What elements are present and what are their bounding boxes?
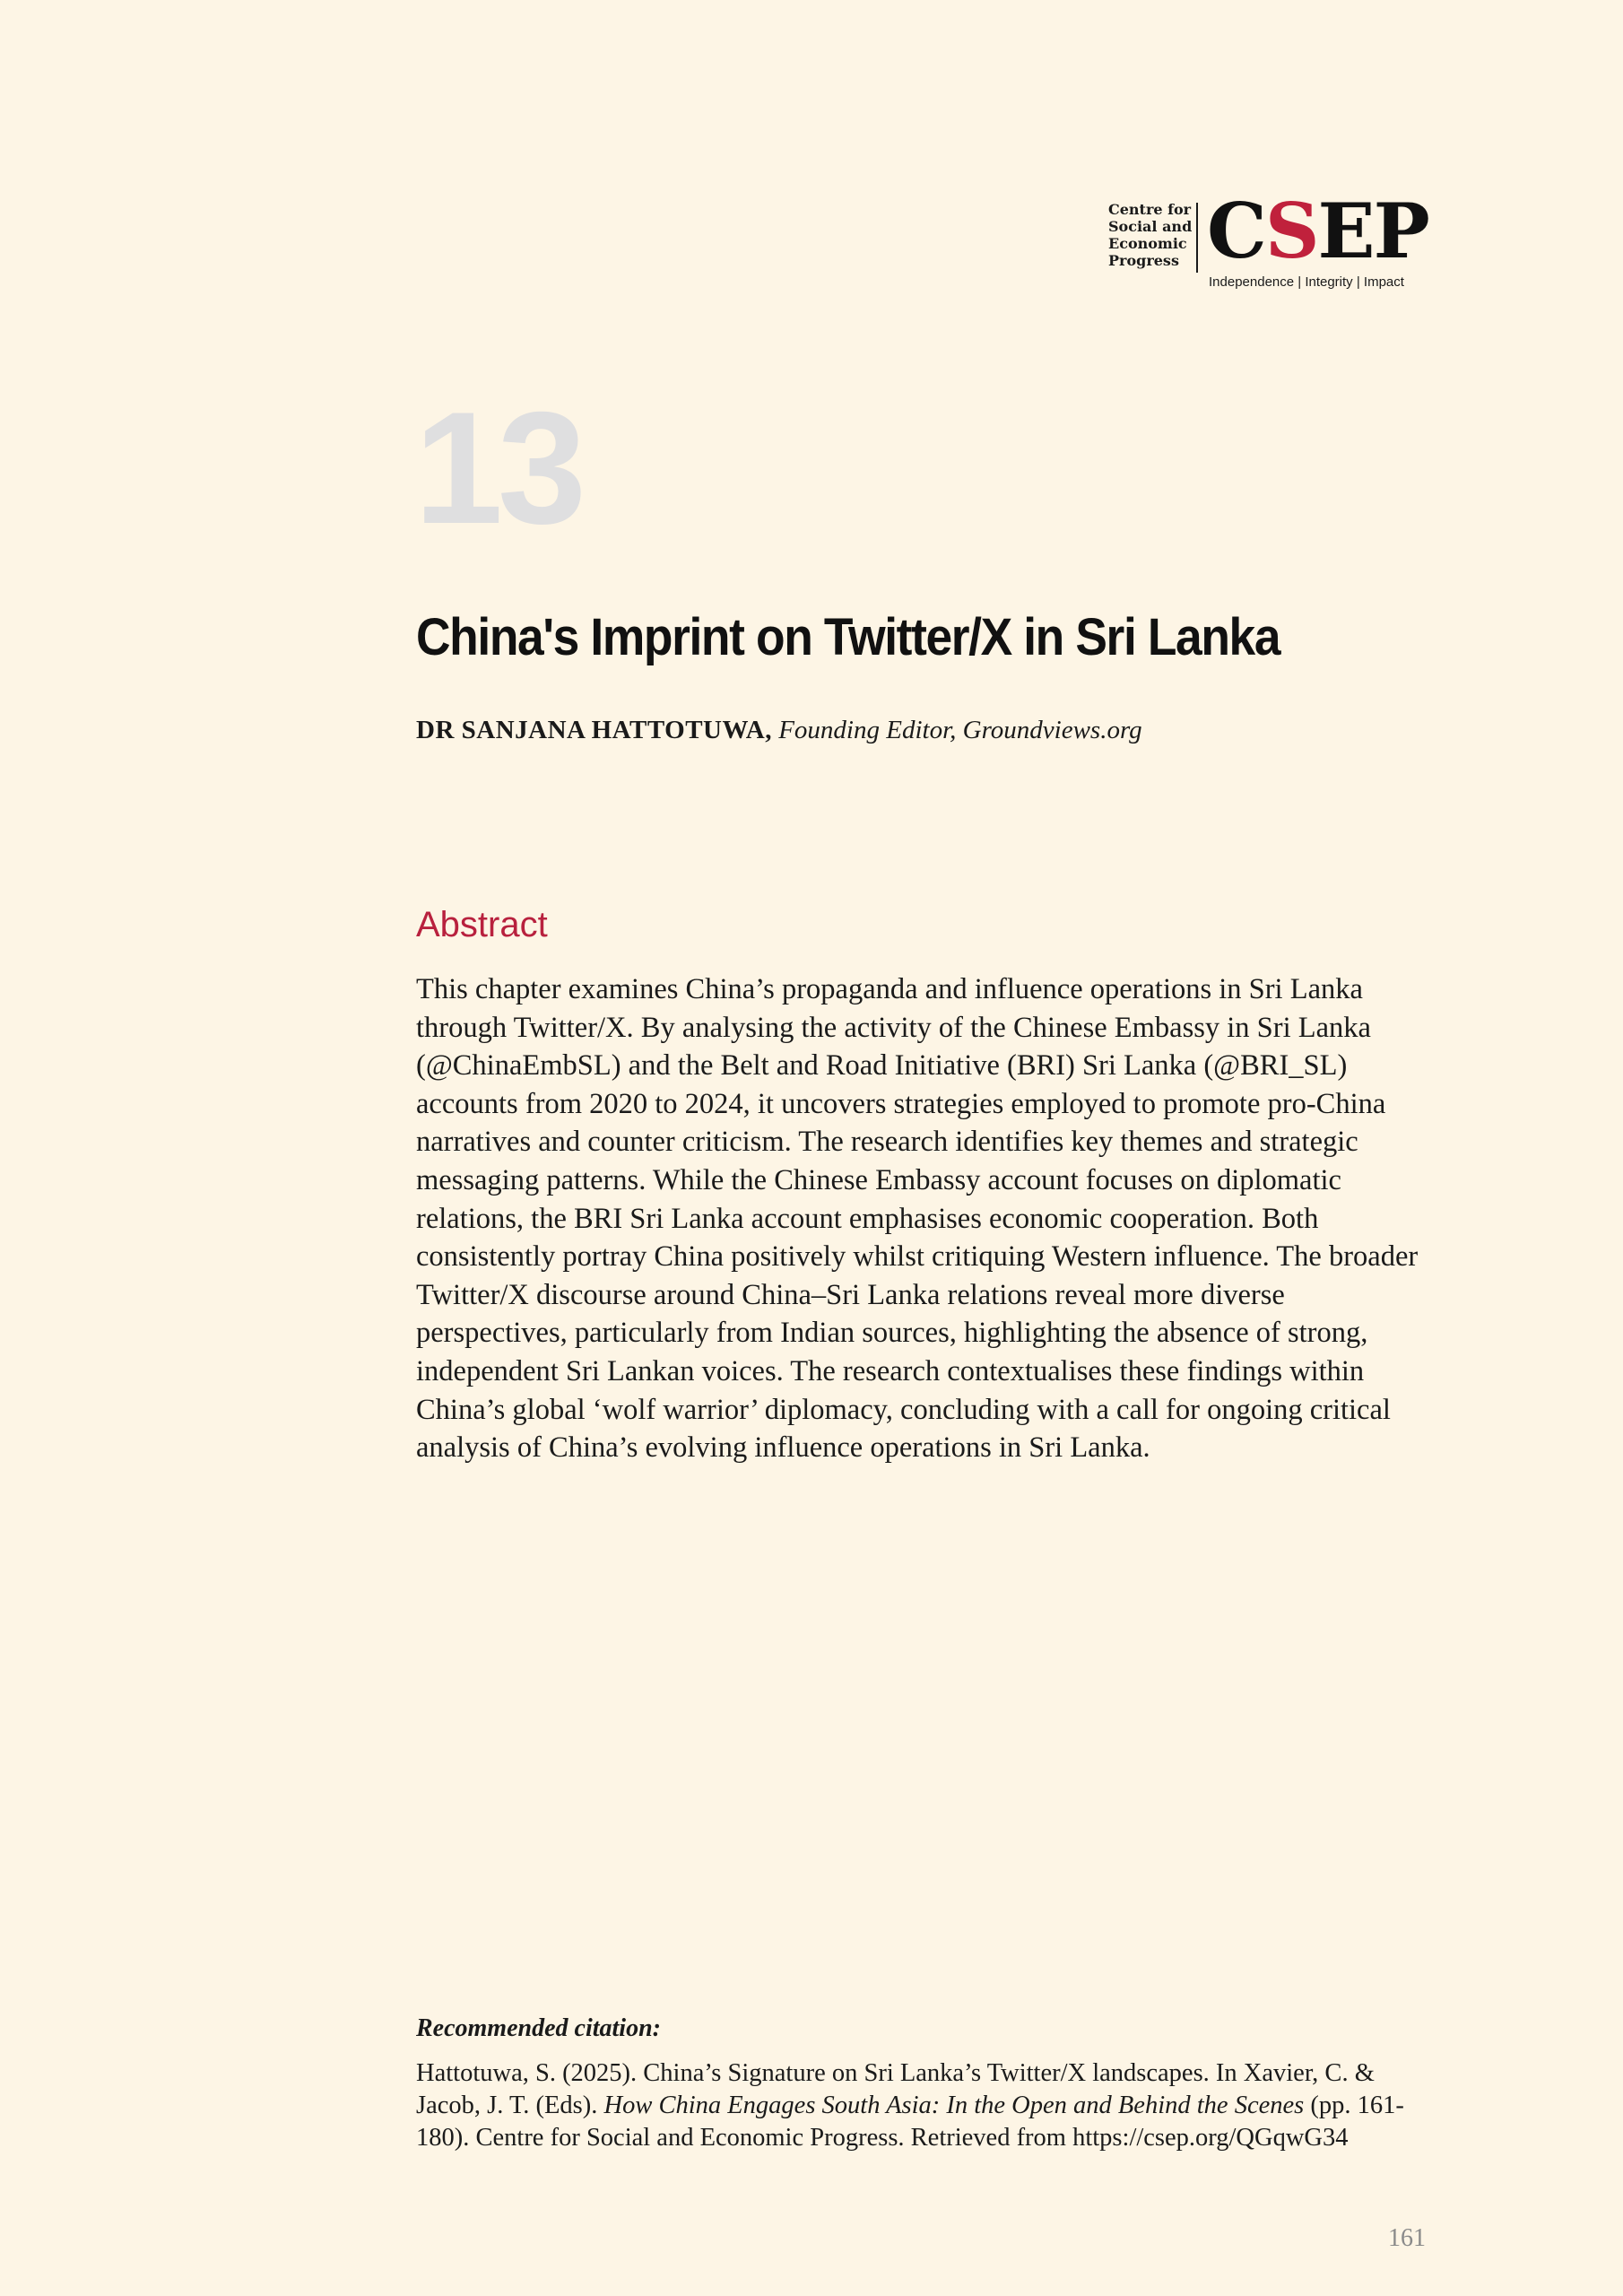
- logo-letter-s: S: [1264, 187, 1318, 275]
- logo-org-line: Progress: [1108, 252, 1179, 269]
- page-number: 161: [1388, 2224, 1426, 2252]
- abstract-heading: Abstract: [416, 905, 548, 944]
- logo-divider: [1196, 203, 1198, 273]
- logo-letter-c: C: [1207, 187, 1265, 275]
- citation-text: [416, 2057, 1438, 2154]
- abstract-text: This chapter examines China’s propaganda and influence operations in Sri Lanka through Twitter/X. By analysing the activity of the Chinese Embassy in Sri Lanka (@ChinaEmbSL) and the Belt and Road Initiative (BRI) Sri Lanka (@BRI_SL) accounts from 2020 to 2024, it uncovers strategies employed to promote pro-China narratives and counter criticism. The research identifies key themes and strategic messaging patterns. While the Chinese Embassy account focuses on diplomatic relations, the BRI Sri Lanka account emphasises economic cooperation. Both consistently portray China positively whilst critiquing Western influence. The broader Twitter/X discourse around China–Sri Lanka relations reveal more diverse perspectives, particularly from Indian sources, highlighting the absence of strong, independent Sri Lankan voices. The research contextualises these findings within China’s global ‘wolf warrior’ diplomacy, concluding with a call for ongoing critical analysis of China’s evolving influence operations in Sri Lanka.: [416, 973, 1419, 1465]
- logo-org-name: [1108, 201, 1194, 269]
- logo-tagline: Independence | Integrity | Impact: [1209, 274, 1404, 290]
- logo-org-line: Social and: [1108, 218, 1193, 235]
- author-role: Founding Editor, Groundviews.org: [778, 716, 1142, 744]
- logo-wordmark: [1207, 187, 1428, 276]
- logo-letter-p: P: [1373, 187, 1428, 275]
- author-line: [416, 714, 1142, 746]
- citation-label: Recommended citation:: [416, 2014, 661, 2042]
- chapter-title: China's Imprint on Twitter/X in Sri Lanka: [416, 608, 1280, 666]
- csep-logo: [1108, 187, 1431, 298]
- author-name: DR SANJANA HATTOTUWA,: [416, 716, 772, 744]
- citation-book-title: How China Engages South Asia: In the Open and Behind the Scenes: [603, 2092, 1305, 2119]
- logo-org-line: Centre for: [1108, 201, 1192, 218]
- citation-part: Hattotuwa, S. (2025). China’s Signature on Sri Lanka’s Twitter/X landscapes. In Xavier, C. & Jacob, J. T. (Eds).: [416, 2059, 1375, 2119]
- logo-org-line: Economic: [1108, 235, 1187, 252]
- logo-letter-e: E: [1317, 187, 1374, 275]
- citation-part: (pp. 161-180). Centre for Social and Economic Progress. Retrieved from https://csep.org/QGqwG34: [416, 2092, 1404, 2152]
- chapter-number: 13: [414, 378, 581, 557]
